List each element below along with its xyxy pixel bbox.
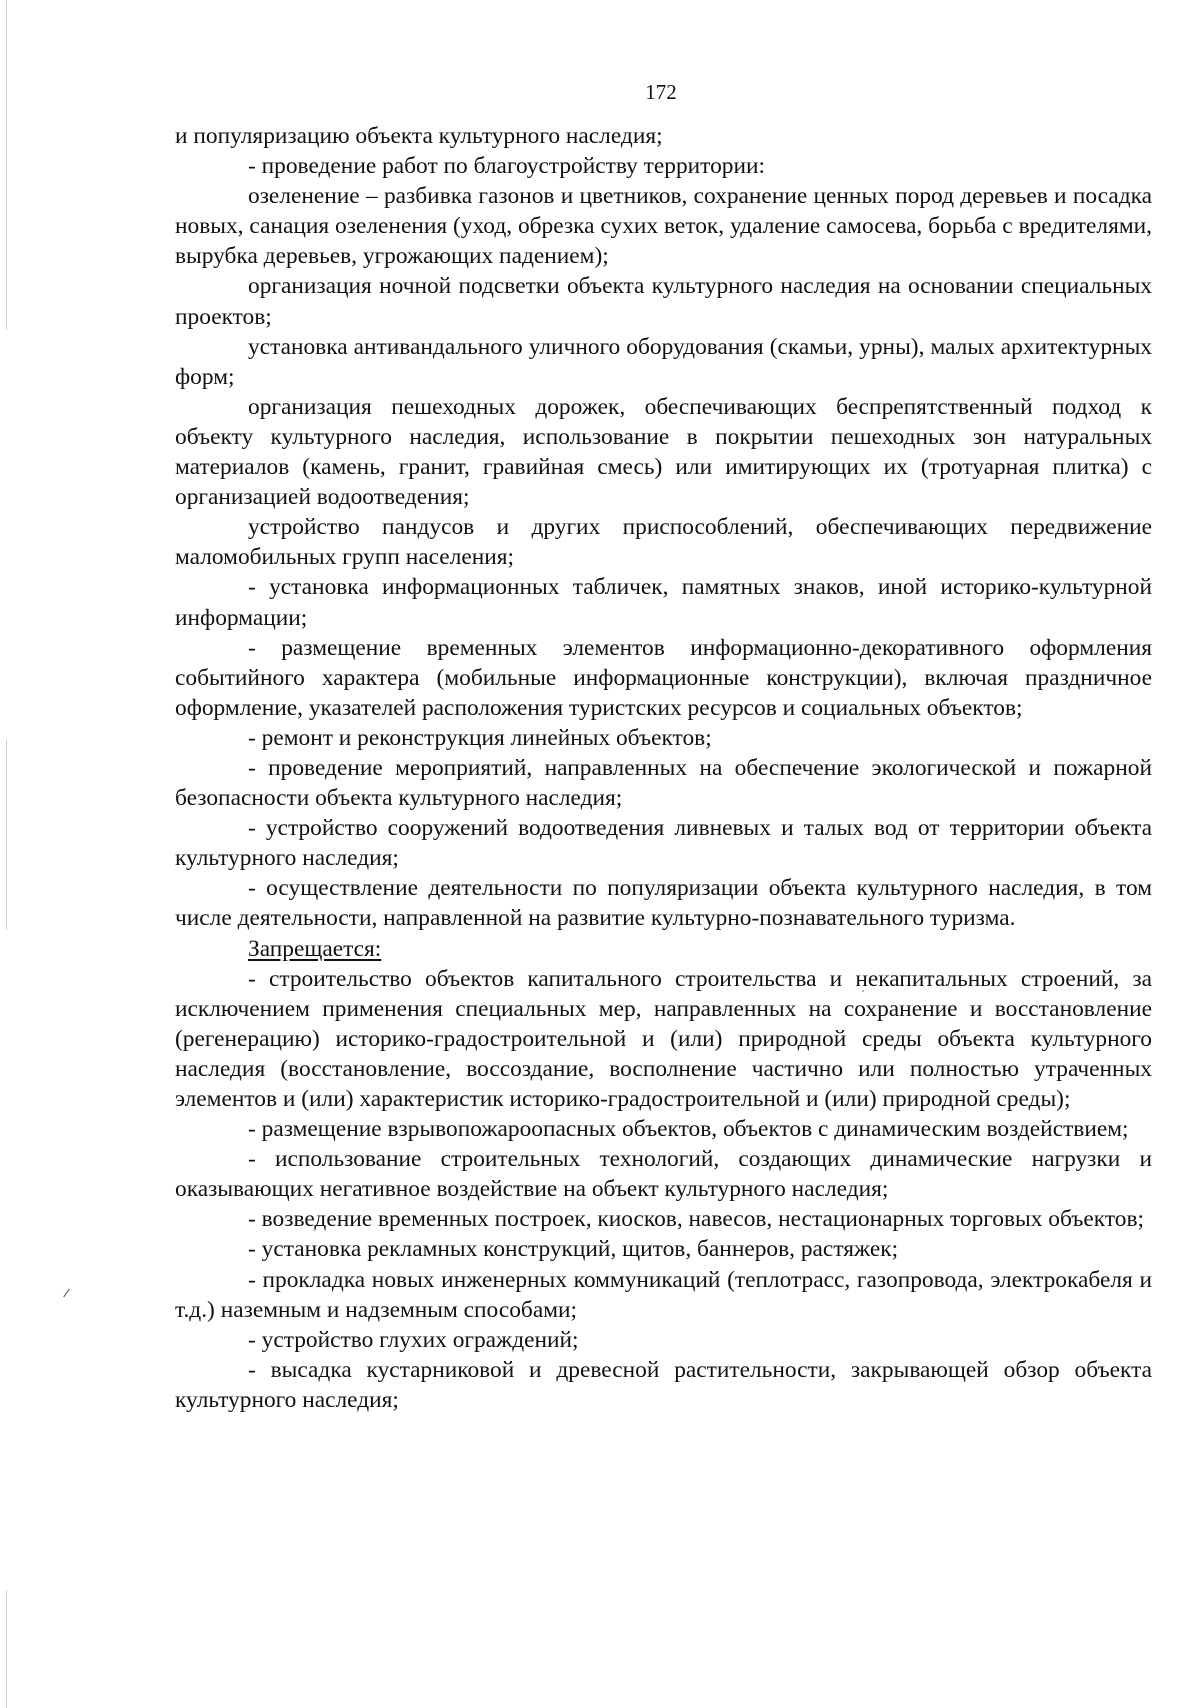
paragraph: установка антивандального уличного оборудования (скамьи, урны), малых архитектурных форм; — [175, 333, 1152, 390]
document-body — [175, 121, 1152, 1415]
paragraph: - осуществление деятельности по популяризации объекта культурного наследия, в том числе деятельности, направленной на развитие культурно-познавательного туризма. — [175, 875, 1152, 932]
paragraph: - проведение мероприятий, направленных на обеспечение экологической и пожарной безопасности объекта культурного наследия; — [175, 754, 1152, 812]
paragraph: - ремонт и реконструкция линейных объектов; — [248, 724, 712, 751]
scan-edge-mark — [6, 0, 7, 330]
paragraph: - устройство сооружений водоотведения ливневых и талых вод от территории объекта культурного наследия; — [175, 815, 1152, 872]
paragraph: - высадка кустарниковой и древесной растительности, закрывающей обзор объекта культурного наследия; — [175, 1356, 1152, 1413]
section-heading-prohibited — [175, 934, 1152, 964]
paragraph: - размещение взрывопожароопасных объектов, объектов с динамическим воздействием; — [248, 1116, 1129, 1143]
paragraph: организация ночной подсветки объекта культурного наследия на основании специальных проектов; — [175, 273, 1152, 330]
paragraph: - строительство объектов капитального строительства и некапитальных строений, за исключением применения специальных мер, направленных на сохранение и восстановление (регенерацию) историко-градостроительной и (или) природной среды объекта культурного наследия (восстановление, воссоздание, восполнение частично или полностью утраченных элементов и (или) характеристик историко-градостроительной и (или) природной среды); — [175, 965, 1152, 1112]
paragraph: - использование строительных технологий, создающих динамические нагрузки и оказывающих негативное воздействие на объект культурного наследия; — [175, 1146, 1152, 1203]
paragraph: - размещение временных элементов информационно-декоративного оформления событийного характера (мобильные информационные конструкции), включая праздничное оформление, указателей расположения туристских ресурсов и социальных объектов; — [175, 634, 1152, 721]
scan-speck — [63, 1289, 70, 1298]
section-heading-label: Запрещается: — [248, 935, 382, 962]
page-number: 172 — [645, 80, 677, 104]
paragraph: и популяризацию объекта культурного наследия; — [175, 123, 663, 149]
paragraph: - возведение временных построек, киосков, навесов, нестационарных торговых объектов; — [248, 1206, 1144, 1233]
paragraph: озеленение – разбивка газонов и цветников, сохранение ценных пород деревьев и посадка новых, санация озеленения (уход, обрезка сухих веток, удаление самосева, борьба с вредителями, вырубка деревьев, угрожающих падением); — [175, 183, 1152, 270]
paragraph: - установка информационных табличек, памятных знаков, иной историко-культурной информации; — [175, 574, 1152, 631]
paragraph: - устройство глухих ограждений; — [248, 1326, 579, 1353]
scan-edge-mark — [6, 1590, 7, 1708]
paragraph: - проведение работ по благоустройству территории: — [248, 153, 765, 180]
paragraph: - установка рекламных конструкций, щитов, баннеров, растяжек; — [248, 1236, 899, 1263]
paragraph: устройство пандусов и других приспособлений, обеспечивающих передвижение маломобильных групп населения; — [175, 514, 1152, 571]
paragraph: организация пешеходных дорожек, обеспечивающих беспрепятственный подход к объекту культурного наследия, использование в покрытии пешеходных зон натуральных материалов (камень, гранит, гравийная смесь) или имитирующих их (тротуарная плитка) с организацией водоотведения; — [175, 393, 1152, 511]
paragraph: - прокладка новых инженерных коммуникаций (теплотрасс, газопровода, электрокабеля и т.д.) наземным и надземным способами; — [175, 1266, 1152, 1323]
scan-edge-mark — [6, 740, 7, 930]
